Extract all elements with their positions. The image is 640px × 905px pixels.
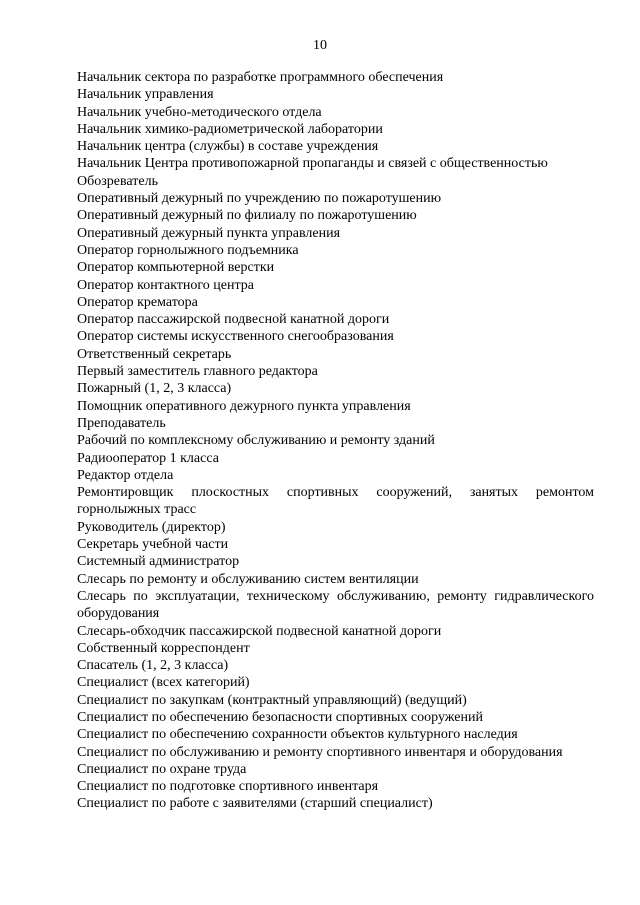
- position-item: Слесарь-обходчик пассажирской подвесной канатной дороги: [77, 623, 442, 639]
- position-item: Руководитель (директор): [77, 519, 226, 535]
- position-item: Ремонтировщик плоскостных спортивных сооружений, занятых ремонтом горнолыжных трасс: [77, 485, 594, 518]
- position-item: Оператор горнолыжного подъемника: [77, 242, 299, 258]
- position-item: Оператор пассажирской подвесной канатной дороги: [77, 312, 390, 328]
- position-item: Специалист по охране труда: [77, 761, 247, 777]
- position-item: Оператор компьютерной верстки: [77, 260, 275, 276]
- position-item: Спасатель (1, 2, 3 класса): [77, 658, 229, 674]
- position-item: Начальник химико-радиометрической лаборатории: [77, 121, 383, 137]
- position-item: Первый заместитель главного редактора: [77, 364, 318, 380]
- position-item: Начальник учебно-методического отдела: [77, 104, 322, 120]
- position-item: Системный администратор: [77, 554, 240, 570]
- position-item: Слесарь по эксплуатации, техническому обслуживанию, ремонту гидравлического оборудования: [77, 588, 594, 622]
- position-item: Специалист по работе с заявителями (старший специалист): [77, 796, 433, 812]
- position-item: Специалист по обслуживанию и ремонту спортивного инвентаря и оборудования: [77, 744, 563, 760]
- position-item: Оперативный дежурный по учреждению по пожаротушению: [77, 191, 442, 207]
- position-item: Рабочий по комплексному обслуживанию и ремонту зданий: [77, 433, 435, 449]
- position-item: Радиооператор 1 класса: [77, 450, 219, 466]
- position-item: Специалист по закупкам (контрактный управляющий) (ведущий): [77, 692, 467, 708]
- position-item: Начальник управления: [77, 87, 214, 103]
- position-item: Оператор системы искусственного снегообразования: [77, 329, 394, 345]
- position-item: Редактор отдела: [77, 467, 174, 483]
- position-item: Специалист по обеспечению сохранности объектов культурного наследия: [77, 727, 518, 743]
- position-item: Обозреватель: [77, 173, 158, 189]
- position-item: Начальник Центра противопожарной пропаганды и связей с общественностью: [77, 156, 548, 172]
- position-item: Ответственный секретарь: [77, 346, 232, 362]
- position-item: Специалист по обеспечению безопасности спортивных сооружений: [77, 709, 483, 725]
- page-number: 10: [313, 38, 327, 53]
- position-item: Секретарь учебной части: [77, 537, 229, 553]
- position-list: [77, 69, 594, 813]
- position-item: Помощник оперативного дежурного пункта управления: [77, 398, 411, 414]
- position-item: Специалист по подготовке спортивного инвентаря: [77, 779, 379, 795]
- position-item: Оперативный дежурный пункта управления: [77, 225, 341, 241]
- position-item: Оператор крематора: [77, 294, 198, 310]
- position-item: Начальник центра (службы) в составе учреждения: [77, 139, 379, 155]
- position-item: Специалист (всех категорий): [77, 675, 250, 691]
- position-item: Собственный корреспондент: [77, 640, 250, 656]
- position-item: Оператор контактного центра: [77, 277, 255, 293]
- position-item: Преподаватель: [77, 415, 166, 431]
- position-item: Слесарь по ремонту и обслуживанию систем вентиляции: [77, 571, 419, 587]
- position-item: Начальник сектора по разработке программного обеспечения: [77, 70, 444, 85]
- position-item: Пожарный (1, 2, 3 класса): [77, 381, 232, 397]
- position-item: Оперативный дежурный по филиалу по пожаротушению: [77, 208, 417, 224]
